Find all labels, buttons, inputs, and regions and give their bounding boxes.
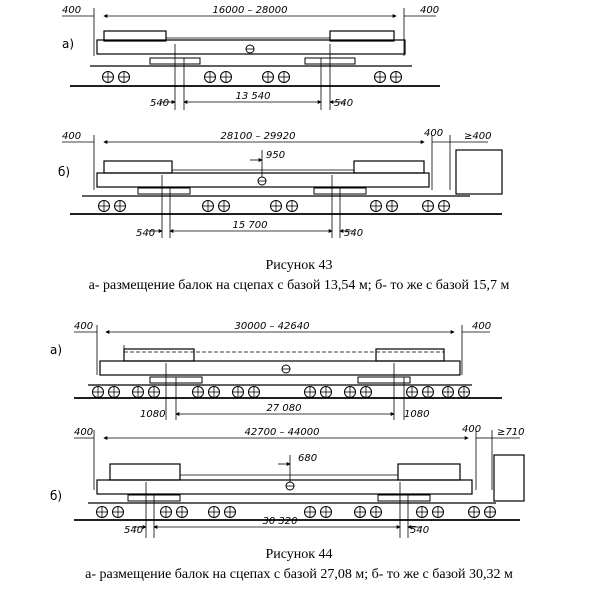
fig44-b-diagram (74, 430, 524, 538)
fig44-b-left-offset: 400 (74, 427, 94, 438)
fig43-b-overall: 28100 – 29920 (220, 131, 296, 142)
figure43-caption (0, 257, 598, 294)
fig43-a-left-offset: 400 (62, 5, 82, 16)
fig44-a-left-gap: 1080 (140, 409, 166, 420)
fig43-b-right-gap: 540 (344, 228, 364, 239)
fig44-b-base: 30 320 (262, 516, 298, 527)
fig43-a-right-gap: 540 (334, 98, 354, 109)
fig43-a-right-offset: 400 (420, 5, 440, 16)
fig44-b-label: б) (50, 489, 63, 503)
figure44-caption-title: Рисунок 44 (265, 547, 333, 562)
fig44-b-center-shift: 680 (298, 453, 318, 464)
fig44-b-right-gap: 540 (410, 525, 430, 536)
fig44-a-overall: 30000 – 42640 (234, 321, 310, 332)
fig43-a-left-gap: 540 (150, 98, 170, 109)
fig43-a-base: 13 540 (235, 91, 271, 102)
fig43-b-right-offset: 400 (424, 128, 444, 139)
figure44-caption-text: а- размещение балок на сцепах с базой 27,08 м; б- то же с базой 30,32 м (85, 567, 513, 582)
figure43-caption-text: а- размещение балок на сцепах с базой 13,54 м; б- то же с базой 15,7 м (88, 278, 510, 293)
fig44-b-overall: 42700 – 44000 (244, 427, 320, 438)
fig44-a-right-offset: 400 (472, 321, 492, 332)
figure44-caption (0, 546, 598, 583)
fig43-b-right-extra: ≥400 (464, 131, 492, 142)
figure43-caption-title: Рисунок 43 (265, 258, 333, 273)
fig43-b-left-gap: 540 (136, 228, 156, 239)
fig44-a-left-offset: 400 (74, 321, 94, 332)
fig44-b-left-gap: 540 (124, 525, 144, 536)
fig43-b-label: б) (58, 165, 71, 179)
fig43-a-overall: 16000 – 28000 (212, 5, 288, 16)
fig44-a-right-gap: 1080 (404, 409, 430, 420)
fig43-b-center-shift: 950 (266, 150, 286, 161)
fig44-a-label: а) (50, 343, 63, 357)
fig44-a-wheels (93, 387, 470, 398)
fig44-a-base: 27 080 (266, 403, 302, 414)
fig44-b-right-offset: 400 (462, 424, 482, 435)
fig43-a-wheels (103, 72, 402, 83)
fig43-b-base: 15 700 (232, 220, 268, 231)
fig43-a-label: а) (62, 37, 75, 51)
fig44-b-right-extra: ≥710 (497, 427, 525, 438)
fig43-b-wheels (99, 201, 450, 212)
fig43-b-left-offset: 400 (62, 131, 82, 142)
